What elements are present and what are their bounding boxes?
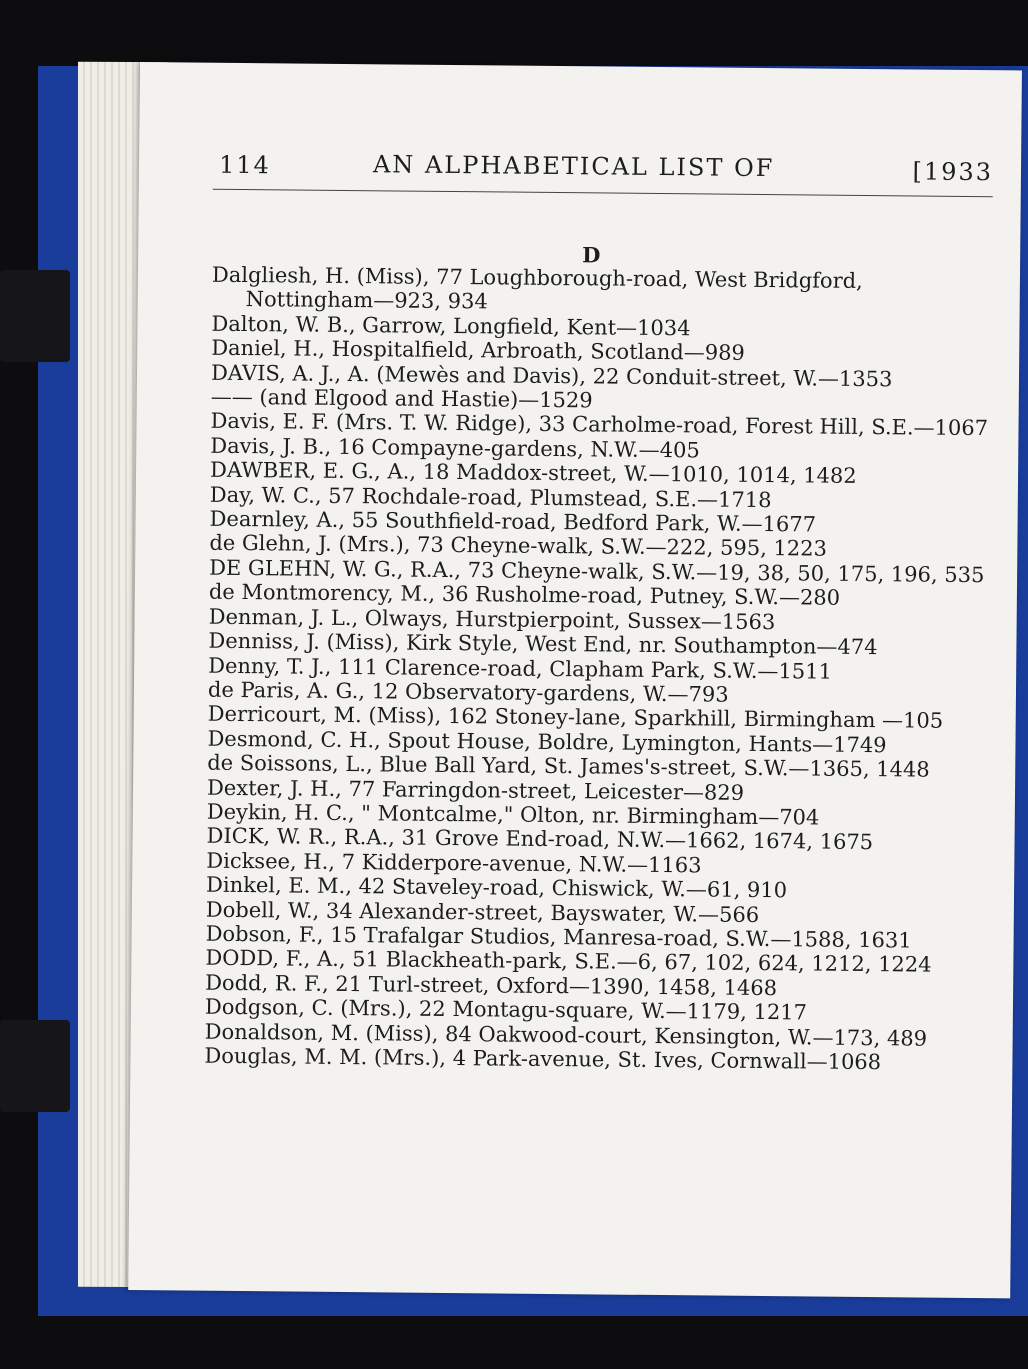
list-item: Deykin, H. C., " Montcalme," Olton, nr. Birmingham—704 xyxy=(206,799,820,830)
list-item: Dalton, W. B., Garrow, Longfield, Kent—1034 xyxy=(211,311,691,341)
list-item: de Paris, A. G., 12 Observatory-gardens, W.—793 xyxy=(207,677,729,707)
list-item: DODD, F., A., 51 Blackheath-park, S.E.—6, 67, 102, 624, 1212, 1224 xyxy=(205,946,932,978)
list-item: de Glehn, J. (Mrs.), 73 Cheyne-walk, S.W.—222, 595, 1223 xyxy=(209,531,828,562)
running-header xyxy=(213,143,993,190)
list-item: Derricourt, M. (Miss), 162 Stoney-lane, Sparkhill, Birmingham —105 xyxy=(207,701,944,734)
list-item: Davis, J. B., 16 Compayne-gardens, N.W.—405 xyxy=(210,433,700,463)
list-item: Douglas, M. M. (Mrs.), 4 Park-avenue, St. Ives, Cornwall—1068 xyxy=(204,1043,882,1075)
list-item: Dexter, J. H., 77 Farringdon-street, Leicester—829 xyxy=(206,775,745,805)
list-item: Daniel, H., Hospitalfield, Arbroath, Scotland—989 xyxy=(211,335,745,366)
list-item: Dearnley, A., 55 Southfield-road, Bedford Park, W.—1677 xyxy=(209,506,817,537)
year: [1933 xyxy=(912,157,994,187)
list-item: Day, W. C., 57 Rochdale-road, Plumstead, S.E.—1718 xyxy=(209,482,772,512)
book-strap-bottom xyxy=(0,1020,70,1112)
list-item: DAWBER, E. G., A., 18 Maddox-street, W.—1010, 1014, 1482 xyxy=(209,457,857,489)
list-item: de Montmorency, M., 36 Rusholme-road, Putney, S.W.—280 xyxy=(208,579,841,611)
list-item: Denny, T. J., 111 Clarence-road, Clapham Park, S.W.—1511 xyxy=(208,653,833,684)
entry-list xyxy=(204,263,992,1076)
list-item: de Soissons, L., Blue Ball Yard, St. James's-street, S.W.—1365, 1448 xyxy=(207,750,930,782)
list-item: DE GLEHN, W. G., R.A., 73 Cheyne-walk, S.W.—19, 38, 50, 175, 196, 535 xyxy=(209,555,985,588)
page-content xyxy=(204,143,994,1075)
list-item: Dodd, R. F., 21 Turl-street, Oxford—1390, 1458, 1468 xyxy=(205,970,778,1000)
header-rule xyxy=(213,189,993,197)
list-item: Dalgliesh, H. (Miss), 77 Loughborough-road, West Bridgford, Nottingham—923, 934 xyxy=(211,262,863,314)
list-item: DAVIS, A. J., A. (Mewès and Davis), 22 Conduit-street, W.—1353 xyxy=(210,360,893,391)
list-item: Dicksee, H., 7 Kidderpore-avenue, N.W.—1163 xyxy=(206,848,702,878)
list-item: —— (and Elgood and Hastie)—1529 xyxy=(210,384,593,413)
list-item: DICK, W. R., R.A., 31 Grove End-road, N.W.—1662, 1674, 1675 xyxy=(206,824,874,855)
book-strap-top xyxy=(0,270,70,362)
list-item: Dobson, F., 15 Trafalgar Studios, Manresa-road, S.W.—1588, 1631 xyxy=(205,921,912,953)
list-item: Dodgson, C. (Mrs.), 22 Montagu-square, W.—1179, 1217 xyxy=(204,994,808,1025)
list-item: Dobell, W., 34 Alexander-street, Bayswater, W.—566 xyxy=(205,897,760,927)
book-page xyxy=(128,62,1022,1298)
list-item: Donaldson, M. (Miss), 84 Oakwood-court, Kensington, W.—173, 489 xyxy=(204,1019,928,1051)
page-number: 114 xyxy=(218,150,271,180)
list-item: Desmond, C. H., Spout House, Boldre, Lymington, Hants—1749 xyxy=(207,726,887,757)
list-item: Denman, J. L., Olways, Hurstpierpoint, Sussex—1563 xyxy=(208,604,776,634)
list-item: Davis, E. F. (Mrs. T. W. Ridge), 33 Carholme-road, Forest Hill, S.E.—1067 xyxy=(210,409,989,441)
list-item: Denniss, J. (Miss), Kirk Style, West End, nr. Southampton—474 xyxy=(208,628,878,660)
running-title: AN ALPHABETICAL LIST OF xyxy=(372,150,775,183)
list-item: Dinkel, E. M., 42 Staveley-road, Chiswick, W.—61, 910 xyxy=(205,872,788,903)
section-letter: D xyxy=(582,242,601,268)
